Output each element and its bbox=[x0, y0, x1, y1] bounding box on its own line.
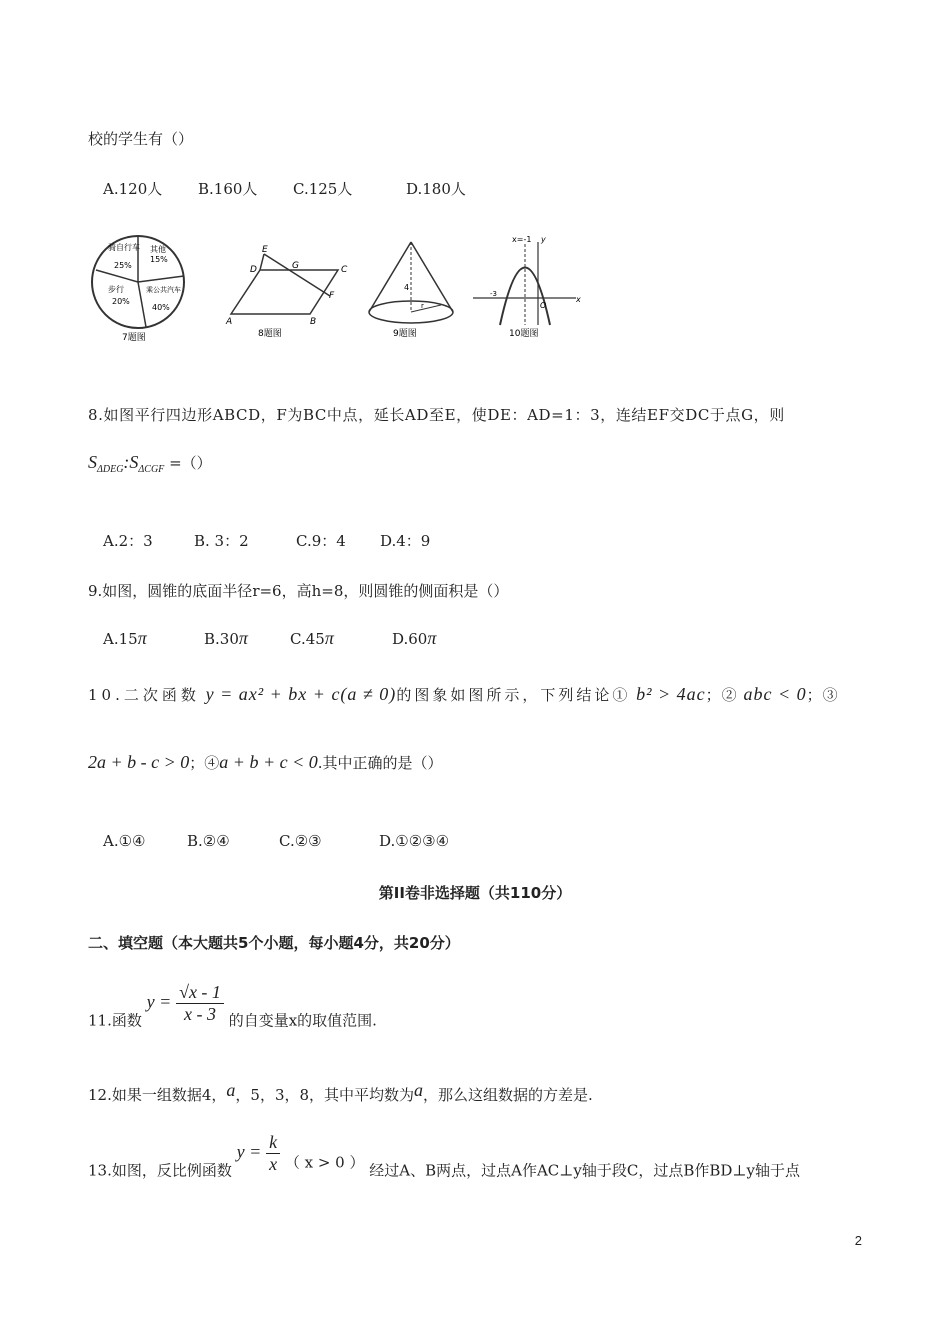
parallelogram-figure bbox=[225, 245, 348, 339]
q10-option-c: C.②③ bbox=[279, 832, 322, 850]
fig7-caption: 7题图 bbox=[122, 333, 146, 343]
pie-pct-other: 15% bbox=[150, 255, 168, 264]
parabola-figure bbox=[473, 235, 581, 339]
q8-option-d: D.4：9 bbox=[380, 532, 431, 550]
pie-chart-figure bbox=[92, 236, 184, 343]
svg-text:O: O bbox=[540, 301, 547, 310]
q7-option-a: A.120人 bbox=[103, 180, 163, 198]
q7-option-c: C.125人 bbox=[293, 180, 353, 198]
q7-option-d: D.180人 bbox=[406, 180, 466, 198]
q12-text: 12.如果一组数据4，a，5，3，8，其中平均数为a，那么这组数据的方差是. bbox=[88, 1080, 593, 1104]
svg-text:B: B bbox=[310, 317, 317, 327]
page-number: 2 bbox=[854, 1233, 862, 1248]
q10-option-b: B.②④ bbox=[187, 832, 230, 850]
q8-option-c: C.9：4 bbox=[296, 532, 346, 550]
pie-pct-walk: 20% bbox=[112, 297, 130, 306]
svg-text:4: 4 bbox=[404, 283, 410, 292]
svg-text:r: r bbox=[421, 302, 424, 310]
pie-pct-bus: 40% bbox=[152, 303, 170, 312]
q9-option-b: B.30π bbox=[204, 628, 248, 648]
svg-text:D: D bbox=[250, 265, 257, 275]
q9-text: 9.如图，圆锥的底面半径r=6，高h=8，则圆锥的侧面积是（） bbox=[88, 582, 509, 600]
pie-label-other: 其他 bbox=[150, 245, 166, 254]
figures-strip bbox=[88, 230, 608, 355]
svg-text:-3: -3 bbox=[490, 290, 497, 298]
pie-pct-bike: 25% bbox=[114, 261, 132, 270]
pie-label-walk: 步行 bbox=[108, 285, 124, 294]
svg-text:E: E bbox=[262, 245, 268, 255]
q7-text: 校的学生有（） bbox=[88, 130, 194, 148]
q10-option-d: D.①②③④ bbox=[379, 832, 450, 850]
svg-text:x: x bbox=[576, 295, 581, 304]
q9-option-d: D.60π bbox=[392, 628, 437, 648]
svg-text:y: y bbox=[541, 235, 546, 244]
cone-figure bbox=[369, 242, 453, 339]
q13-text: 13.如图，反比例函数 y = $\frac{k}{x}$ （ x > 0 ） 经过A、B两点，过点A作AC⊥y轴于段C，过点B作BD⊥y轴于点 bbox=[88, 1132, 800, 1180]
svg-text:C: C bbox=[341, 265, 348, 275]
q10-text-line2: 2a + b - c > 0；④a + b + c < 0.其中正确的是（） bbox=[88, 752, 443, 772]
fig10-caption: 10题图 bbox=[509, 329, 539, 339]
pie-label-bus: 乘公共汽车 bbox=[146, 286, 181, 294]
q7-option-b: B.160人 bbox=[198, 180, 258, 198]
section-title: 第II卷非选择题（共110分） bbox=[378, 884, 572, 902]
svg-text:G: G bbox=[292, 261, 299, 271]
q8-formula: $S_{\Delta DEG}:S_{\Delta CGF}$ =（） bbox=[88, 452, 212, 475]
q8-option-a: A.2：3 bbox=[103, 532, 153, 550]
pie-label-bike: 骑自行车 bbox=[108, 243, 140, 252]
q9-option-c: C.45π bbox=[290, 628, 334, 648]
q8-text: 8.如图平行四边形ABCD，F为BC中点，延长AD至E，使DE：AD=1：3，连结EF交DC于点G，则 bbox=[88, 406, 785, 424]
svg-text:A: A bbox=[226, 317, 233, 327]
q10-option-a: A.①④ bbox=[103, 832, 146, 850]
q9-option-a: A.15π bbox=[103, 628, 147, 648]
q8-option-b: B. 3：2 bbox=[194, 532, 249, 550]
q10-text: 10.二次函数 y = ax² + bx + c(a ≠ 0)的图象如图所示，下列结论① b² > 4ac；② abc < 0；③ bbox=[88, 684, 839, 704]
svg-text:x=-1: x=-1 bbox=[512, 235, 532, 244]
part2-heading: 二、填空题（本大题共5个小题，每小题4分，共20分） bbox=[88, 934, 460, 952]
fig9-caption: 9题图 bbox=[393, 329, 417, 339]
q11-text: 11.函数 y = $\frac{√x - 1}{x - 3}$ 的自变量x的取值范围. bbox=[88, 982, 377, 1030]
fig8-caption: 8题图 bbox=[258, 329, 282, 339]
svg-text:F: F bbox=[329, 291, 335, 301]
